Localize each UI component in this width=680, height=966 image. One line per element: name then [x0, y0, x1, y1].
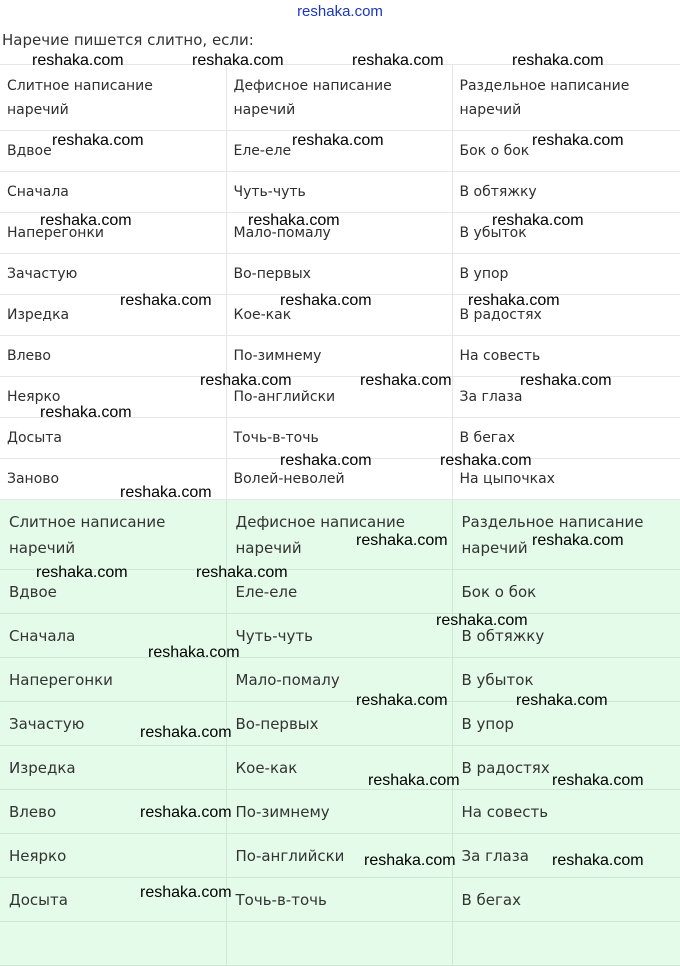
watermark: reshaka.com [436, 612, 528, 629]
cell-merged: Изредка [0, 746, 226, 790]
watermark: reshaka.com [356, 692, 448, 709]
cell-hyphen: Во-первых [226, 254, 452, 295]
site-header[interactable]: reshaka.com [297, 3, 383, 20]
intro-text: Наречие пишется слитно, если: [2, 31, 254, 49]
cell-separate: В упор [452, 254, 680, 295]
table-row [0, 878, 680, 922]
cell-merged: Сначала [0, 614, 226, 658]
watermark: reshaka.com [200, 372, 292, 389]
watermark: reshaka.com [140, 724, 232, 741]
watermark: reshaka.com [36, 564, 128, 581]
cell-merged: Неярко [0, 834, 226, 878]
watermark: reshaka.com [360, 372, 452, 389]
cell-separate: Бок о бок [452, 131, 680, 172]
header-merged: Слитное написание наречий [0, 65, 226, 131]
watermark: reshaka.com [532, 532, 624, 549]
watermark: reshaka.com [492, 212, 584, 229]
cell-separate: В обтяжку [452, 172, 680, 213]
cell-merged: Вдвое [0, 570, 226, 614]
cell-hyphen: Еле-еле [226, 131, 452, 172]
watermark: reshaka.com [468, 292, 560, 309]
watermark: reshaka.com [40, 212, 132, 229]
watermark: reshaka.com [52, 132, 144, 149]
cell-merged: Вдвое [0, 131, 226, 172]
watermark: reshaka.com [140, 804, 232, 821]
cell-separate: В убыток [452, 658, 680, 702]
header-separate: Раздельное написание наречий [452, 65, 680, 131]
header-hyphen: Дефисное написание наречий [226, 500, 452, 570]
cell-separate: За глаза [452, 377, 680, 418]
cell-hyphen: Кое-как [226, 295, 452, 336]
cell-separate: На совесть [452, 336, 680, 377]
watermark: reshaka.com [364, 852, 456, 869]
table-row [0, 614, 680, 658]
watermark: reshaka.com [148, 644, 240, 661]
cell-merged: Изредка [0, 295, 226, 336]
cell-hyphen: Еле-еле [226, 570, 452, 614]
header-merged: Слитное написание наречий [0, 500, 226, 570]
cell-separate: В бегах [452, 418, 680, 459]
cell-merged: Наперегонки [0, 213, 226, 254]
cell-hyphen: Точь-в-точь [226, 418, 452, 459]
cell-separate: Бок о бок [452, 570, 680, 614]
watermark: reshaka.com [520, 372, 612, 389]
cell-hyphen: Волей-неволей [226, 459, 452, 500]
cell-merged: Наперегонки [0, 658, 226, 702]
cell-hyphen: Мало-помалу [226, 658, 452, 702]
cell-merged: Зачастую [0, 254, 226, 295]
table-row [0, 254, 680, 295]
cell-merged: Досыта [0, 418, 226, 459]
cell-separate: В радостях [452, 295, 680, 336]
cell-merged: Заново [0, 459, 226, 500]
cell-hyphen: Точь-в-точь [226, 878, 452, 922]
watermark: reshaka.com [552, 772, 644, 789]
table-header-row [0, 65, 680, 131]
cell-merged: Зачастую [0, 702, 226, 746]
cell-merged: Влево [0, 790, 226, 834]
cell-separate: В упор [452, 702, 680, 746]
watermark: reshaka.com [368, 772, 460, 789]
watermark: reshaka.com [280, 292, 372, 309]
cell-separate: В убыток [452, 213, 680, 254]
watermark: reshaka.com [120, 484, 212, 501]
cell-separate: В радостях [452, 746, 680, 790]
cell-hyphen: По-английски [226, 377, 452, 418]
cell-hyphen: По-английски [226, 834, 452, 878]
watermark: reshaka.com [40, 404, 132, 421]
watermark: reshaka.com [512, 52, 604, 69]
cell-separate: На цыпочках [452, 459, 680, 500]
watermark: reshaka.com [356, 532, 448, 549]
watermark: reshaka.com [440, 452, 532, 469]
cell-separate: На совесть [452, 790, 680, 834]
cell-merged: Неярко [0, 377, 226, 418]
watermark: reshaka.com [292, 132, 384, 149]
watermark: reshaka.com [120, 292, 212, 309]
cell-separate: За глаза [452, 834, 680, 878]
watermark: reshaka.com [32, 52, 124, 69]
cell-hyphen: Чуть-чуть [226, 614, 452, 658]
cell-merged: Сначала [0, 172, 226, 213]
watermark: reshaka.com [532, 132, 624, 149]
cell-hyphen: Чуть-чуть [226, 172, 452, 213]
watermark: reshaka.com [516, 692, 608, 709]
cell-hyphen: По-зимнему [226, 790, 452, 834]
header-hyphen: Дефисное написание наречий [226, 65, 452, 131]
watermark: reshaka.com [280, 452, 372, 469]
table-row [0, 790, 680, 834]
watermark: reshaka.com [248, 212, 340, 229]
cell-merged: Влево [0, 336, 226, 377]
adverb-table [0, 64, 680, 500]
table-row [0, 336, 680, 377]
watermark: reshaka.com [140, 884, 232, 901]
cell-hyphen: Во-первых [226, 702, 452, 746]
cell-separate: В обтяжку [452, 614, 680, 658]
table-row [0, 922, 680, 966]
cell-hyphen: По-зимнему [226, 336, 452, 377]
watermark: reshaka.com [192, 52, 284, 69]
watermark: reshaka.com [552, 852, 644, 869]
header-separate: Раздельное написание наречий [452, 500, 680, 570]
watermark: reshaka.com [196, 564, 288, 581]
cell-hyphen: Кое-как [226, 746, 452, 790]
cell-hyphen: Мало-помалу [226, 213, 452, 254]
table-row [0, 172, 680, 213]
watermark: reshaka.com [352, 52, 444, 69]
cell-merged: Досыта [0, 878, 226, 922]
cell-separate: В бегах [452, 878, 680, 922]
